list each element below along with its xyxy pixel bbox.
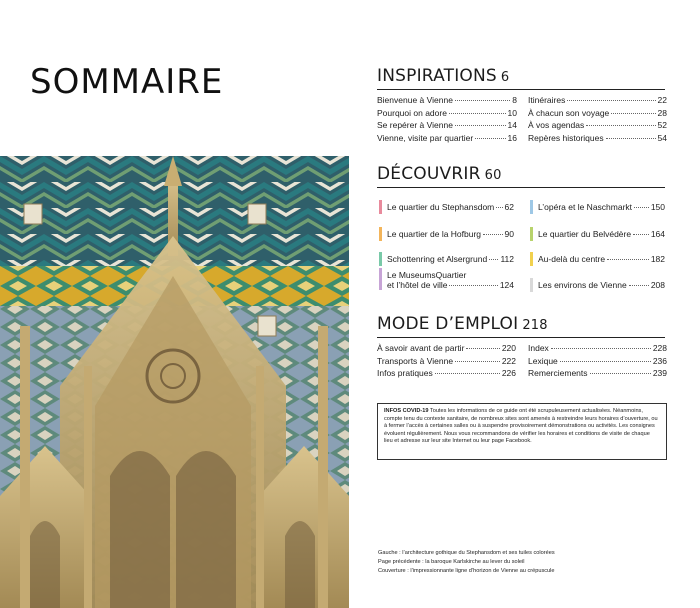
district-color-bar xyxy=(379,252,382,266)
toc-district-stephansdom[interactable]: Le quartier du Stephansdom 62 xyxy=(379,202,514,212)
toc-entry[interactable]: Se repérer à Vienne 14 xyxy=(377,120,517,130)
inspirations-list-right xyxy=(528,94,667,144)
district-color-bar xyxy=(379,200,382,214)
divider xyxy=(377,89,665,90)
toc-entry[interactable]: Index 228 xyxy=(528,343,667,353)
covid-info-text: Toutes les informations de ce guide ont été scrupuleusement actualisées. Néanmoins, compte tenu du contexte sanitaire, de nombreux sites sont amenés à restreindre leurs horaires d’ouverture, ou à fermer l’accès à certaines salles ou à suspendre provisoirement démonstrations ou activités. Les consignes évoluent régulièrement. Nous vous recommandons de vérifier les horaires et conditions de visite de chaque lieu et adresse sur leur site Internet ou leur page Facebook. xyxy=(384,408,658,445)
district-color-bar xyxy=(530,252,533,266)
district-color-bar xyxy=(530,278,533,292)
mode-emploi-list-right xyxy=(528,342,667,380)
section-inspirations-page: 6 xyxy=(500,70,510,85)
mode-emploi-list-left xyxy=(377,342,516,380)
toc-entry[interactable]: Lexique 236 xyxy=(528,355,667,366)
page-title: SOMMAIRE xyxy=(30,62,224,102)
toc-entry[interactable]: À savoir avant de partir 220 xyxy=(377,343,516,353)
section-decouvrir-label: DÉCOUVRIR xyxy=(377,164,481,184)
caption-line: Page précédente : la baroque Karlskirche au lever du soleil xyxy=(378,559,525,565)
covid-info-heading: INFOS COVID-19 xyxy=(384,408,429,414)
section-inspirations-title xyxy=(377,66,509,86)
photo-captions xyxy=(378,549,678,576)
caption-line: Couverture : l’impressionnante ligne d’horizon de Vienne au crépuscule xyxy=(378,568,555,574)
toc-entry[interactable]: Pourquoi on adore 10 xyxy=(377,107,517,118)
section-decouvrir-page: 60 xyxy=(484,168,502,183)
district-color-bar xyxy=(379,268,382,290)
toc-entry[interactable]: Transports à Vienne 222 xyxy=(377,355,516,366)
section-mode-emploi-title xyxy=(377,314,548,334)
section-inspirations-label: INSPIRATIONS xyxy=(377,66,497,86)
toc-entry[interactable]: À vos agendas 52 xyxy=(528,120,667,130)
toc-entry[interactable]: Repères historiques 54 xyxy=(528,132,667,143)
toc-entry[interactable]: Vienne, visite par quartier 16 xyxy=(377,132,517,143)
divider xyxy=(377,187,665,188)
toc-district-opera[interactable]: L’opéra et le Naschmarkt 150 xyxy=(530,202,665,212)
district-color-bar xyxy=(530,227,533,241)
toc-district-belvedere[interactable]: Le quartier du Belvédère 164 xyxy=(530,229,665,239)
toc-district-environs[interactable]: Les environs de Vienne 208 xyxy=(530,280,665,290)
divider xyxy=(377,337,665,338)
toc-entry[interactable]: Itinéraires 22 xyxy=(528,95,667,105)
toc-entry[interactable]: Infos pratiques 226 xyxy=(377,368,516,378)
district-color-bar xyxy=(530,200,533,214)
cathedral-photo xyxy=(0,156,349,608)
toc-entry[interactable]: Bienvenue à Vienne 8 xyxy=(377,95,517,105)
toc-entry[interactable]: Remerciements 239 xyxy=(528,368,667,378)
caption-line: Gauche : l’architecture gothique du Stephansdom et ses tuiles colorées xyxy=(378,550,555,556)
toc-entry[interactable]: À chacun son voyage 28 xyxy=(528,107,667,118)
section-decouvrir-title xyxy=(377,164,502,184)
toc-district-museumsquartier[interactable]: Le MuseumsQuartier et l’hôtel de ville 124 xyxy=(379,270,514,290)
covid-info-box xyxy=(377,403,667,460)
toc-district-hofburg[interactable]: Le quartier de la Hofburg 90 xyxy=(379,229,514,239)
toc-district-beyond-center[interactable]: Au-delà du centre 182 xyxy=(530,254,665,264)
section-mode-emploi-page: 218 xyxy=(522,318,548,333)
section-mode-emploi-label: MODE D’EMPLOI xyxy=(377,314,519,334)
toc-district-schottenring[interactable]: Schottenring et Alsergrund 112 xyxy=(379,254,514,264)
inspirations-list-left xyxy=(377,94,517,144)
district-color-bar xyxy=(379,227,382,241)
